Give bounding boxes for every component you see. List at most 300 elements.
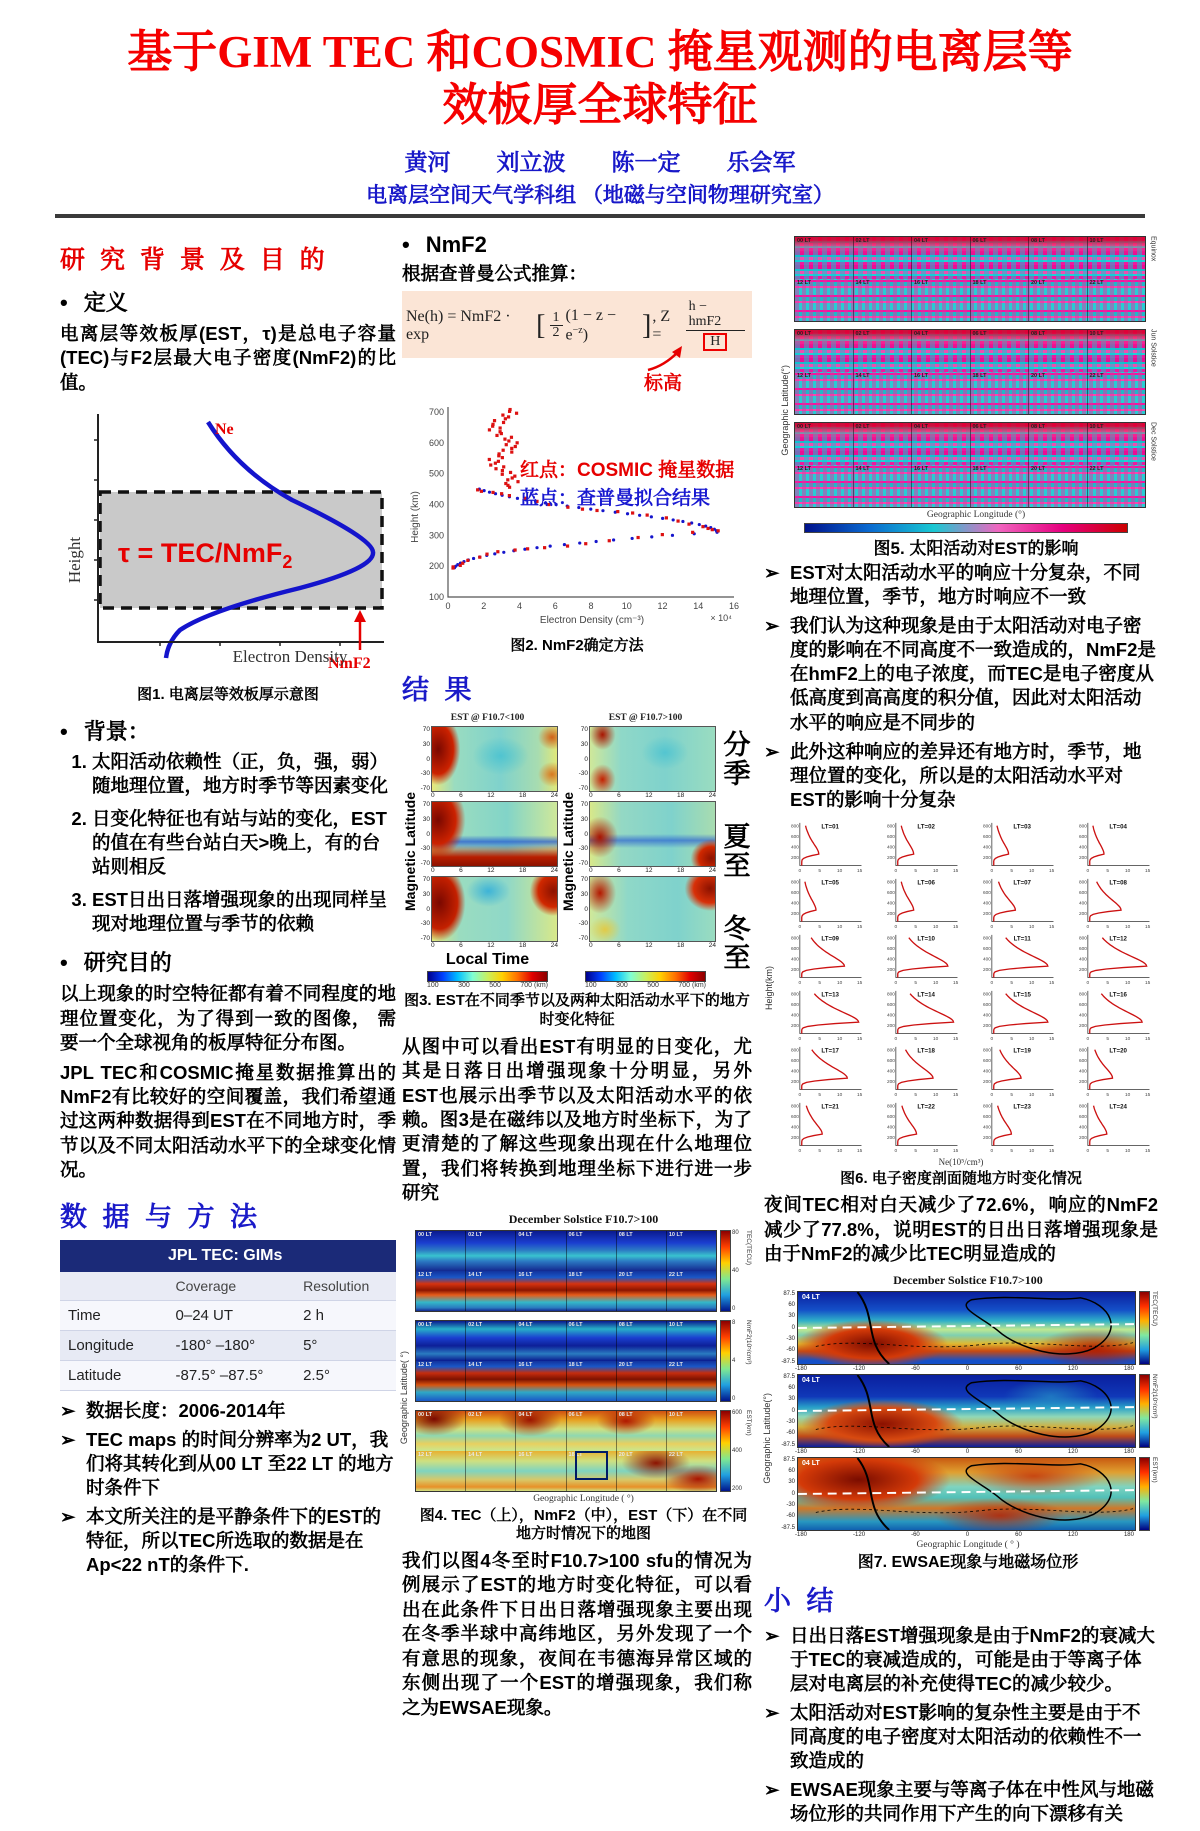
map-panel [911, 423, 970, 465]
svg-text:5: 5 [914, 1036, 918, 1042]
svg-text:5: 5 [818, 1036, 822, 1042]
ne-profile-panel [971, 932, 1062, 987]
map-panel [515, 1231, 565, 1271]
table-row [60, 1300, 396, 1330]
tick-label: 18 [518, 867, 527, 875]
table-row [60, 1330, 396, 1360]
poster-header [0, 26, 1200, 209]
ne-profile-panel [1067, 876, 1158, 931]
panel-lt-label: 22 LT [668, 1451, 683, 1458]
svg-text:10: 10 [621, 601, 632, 612]
svg-text:800: 800 [1078, 824, 1087, 830]
fig3-right-title: EST @ F10.7>100 [608, 713, 683, 724]
discussion-item: ➢ 我们认为这种现象是由于太阳活动对电子密度的影响在不同高度不一致造成的，NmF2是在hmF2上的电子浓度，而TEC是电子密度从低高度到高高度的积分值，因此对太阳活动水平的响应是不同步的 [764, 614, 1158, 734]
map-panel [515, 1271, 565, 1311]
tick-label: 0 [589, 867, 593, 875]
panel-lt-label: 00 LT [797, 331, 811, 337]
svg-text:5: 5 [1106, 868, 1110, 874]
svg-text:800: 800 [790, 1104, 799, 1110]
panel-lt-label: 06 LT [568, 1231, 583, 1238]
panel-lt-label: 08 LT [618, 1321, 633, 1328]
table-cell: -180° –180° [168, 1330, 296, 1360]
section-summary-title: 小 结 [764, 1585, 838, 1616]
heatmap-equinox-high [589, 726, 716, 792]
svg-text:10: 10 [1029, 1148, 1035, 1154]
map-panel [465, 1451, 515, 1491]
map-panel [515, 1321, 565, 1361]
panel-lt-label: 08 LT [618, 1231, 633, 1238]
panel-lt-label: 12 LT [418, 1271, 432, 1278]
tick-label: 70 [422, 876, 430, 884]
map-panel [853, 423, 912, 465]
map-panel [853, 372, 912, 414]
svg-text:800: 800 [886, 880, 895, 886]
tick-label: 0 [431, 867, 435, 875]
tick-label: -30 [420, 920, 430, 928]
affiliation: 电离层空间天气学科组 （地磁与空间物理研究室） [366, 184, 834, 208]
tick-label: 200 [732, 1485, 743, 1492]
tick-label: 30 [788, 1396, 795, 1403]
svg-text:10: 10 [933, 1036, 939, 1042]
fig7-est-map [797, 1457, 1136, 1531]
svg-text:0: 0 [894, 980, 898, 986]
svg-text:400: 400 [1078, 845, 1087, 851]
svg-text:400: 400 [886, 1069, 895, 1075]
svg-text:14: 14 [693, 601, 704, 612]
fig7-nmf2-panel [778, 1374, 1158, 1448]
svg-text:200: 200 [886, 967, 895, 973]
svg-text:5: 5 [914, 980, 918, 986]
svg-text:0: 0 [990, 868, 994, 874]
tick-label: 0 [732, 1395, 736, 1402]
map-panel [911, 465, 970, 507]
map-panel [911, 279, 970, 321]
panel-lt-label: 18 LT [972, 373, 987, 379]
tick-label: 120 [1067, 1448, 1078, 1455]
svg-text:400: 400 [1078, 1069, 1087, 1075]
figure-6 [764, 820, 1158, 1189]
ne-profile-panel [875, 820, 966, 875]
magnetic-field-contours [798, 1292, 1135, 1364]
svg-text:12: 12 [657, 601, 668, 612]
fig7-colorbar-tec [1139, 1291, 1150, 1365]
tick-label: 0 [732, 1305, 736, 1312]
tick-label: 0 [426, 830, 430, 838]
definition-text: 电离层等效板厚(EST，τ)是总电子容量(TEC)与F2层最大电子密度(NmF2)的比值。 [60, 323, 396, 393]
map-panel [416, 1321, 465, 1361]
svg-text:200: 200 [790, 1135, 799, 1141]
data-notes-list [60, 1399, 396, 1577]
tick-label: 100 [585, 982, 597, 990]
tick-label: 60 [1015, 1448, 1022, 1455]
svg-text:10: 10 [1029, 868, 1035, 874]
tick-label: -60 [786, 1430, 795, 1437]
svg-text:0: 0 [1086, 1036, 1090, 1042]
svg-text:200: 200 [886, 911, 895, 917]
svg-text:800: 800 [982, 936, 991, 942]
map-panel [616, 1451, 666, 1491]
svg-text:15: 15 [952, 980, 959, 986]
svg-text:15: 15 [1048, 1036, 1055, 1042]
scale-height-box: H [703, 333, 727, 352]
panel-lt-label: 20 LT [618, 1361, 633, 1368]
panel-lt-label: 12 LT [797, 373, 811, 379]
svg-text:200: 200 [1078, 1023, 1087, 1029]
svg-text:LT=20: LT=20 [1109, 1047, 1127, 1055]
svg-text:400: 400 [1078, 957, 1087, 963]
svg-text:0: 0 [990, 1092, 994, 1098]
map-panel [616, 1361, 666, 1401]
tick-label: -30 [578, 770, 588, 778]
svg-text:15: 15 [856, 868, 863, 874]
fig4-discussion: 我们以图4冬至时F10.7>100 sfu的情况为例展示了EST的地方时变化特征，可以看出在此条件下日出日落增强现象主要出现在冬季半球中高纬地区，另外发现了一个有意思的现象，夜间在韦德海异常区域的东侧出现了一个EST的增强现象，我们称之为EWSAE现象。 [402, 1550, 752, 1718]
tick-label: -60 [786, 1513, 795, 1520]
svg-text:10: 10 [1125, 1036, 1131, 1042]
map-panel [970, 465, 1029, 507]
tick-label: 40 [732, 1267, 739, 1274]
purpose-paragraph-1: 以上现象的时空特征都有着不同程度的地理位置变化，为了得到一致的图像， 需要一个全球视角的板厚特征分布图。 [60, 983, 396, 1054]
svg-text:15: 15 [952, 1148, 959, 1154]
ne-profile-panel [779, 820, 870, 875]
svg-text:800: 800 [982, 1048, 991, 1054]
svg-text:LT=05: LT=05 [821, 879, 839, 887]
fig2-xticks [445, 601, 739, 611]
season-label: 冬至 [719, 914, 750, 973]
svg-text:8: 8 [588, 601, 594, 612]
figure-1 [60, 400, 396, 705]
tick-label: 30 [788, 1479, 795, 1486]
svg-text:5: 5 [914, 1148, 918, 1154]
svg-text:400: 400 [886, 845, 895, 851]
tick-label: 30 [422, 890, 430, 898]
heatmap-june-low [431, 801, 558, 867]
svg-text:LT=19: LT=19 [1013, 1047, 1031, 1055]
map-panel [666, 1271, 716, 1311]
magnetic-field-contours [798, 1458, 1135, 1530]
svg-text:15: 15 [1144, 1092, 1151, 1098]
svg-text:4: 4 [516, 601, 523, 612]
svg-text:400: 400 [790, 1069, 799, 1075]
panel-lt-label: 02 LT [468, 1411, 483, 1418]
fig4-cbar-label-est: EST(km) [745, 1409, 752, 1436]
svg-text:LT=09: LT=09 [821, 935, 839, 943]
panel-lt-label: 12 LT [418, 1451, 432, 1458]
svg-text:10: 10 [837, 924, 843, 930]
tick-label: 0 [589, 942, 593, 950]
map-panel [911, 237, 970, 279]
svg-text:15: 15 [856, 980, 863, 986]
svg-text:800: 800 [886, 1104, 895, 1110]
panel-lt-label: 14 LT [855, 466, 870, 472]
svg-text:0: 0 [798, 1148, 802, 1154]
svg-text:800: 800 [1078, 1048, 1087, 1054]
svg-text:800: 800 [1078, 1104, 1087, 1110]
season-label: 分季 [719, 730, 750, 789]
panel-lt-label: 00 LT [418, 1321, 432, 1328]
tick-label: -60 [911, 1531, 920, 1538]
svg-text:400: 400 [1078, 1013, 1087, 1019]
svg-text:500: 500 [428, 469, 444, 480]
svg-text:600: 600 [1078, 946, 1087, 952]
svg-text:15: 15 [1048, 1092, 1055, 1098]
svg-text:5: 5 [1106, 924, 1110, 930]
svg-text:600: 600 [1078, 834, 1087, 840]
panel-lt-label: 08 LT [1031, 424, 1045, 430]
svg-text:600: 600 [1078, 1114, 1087, 1120]
svg-text:10: 10 [837, 1036, 843, 1042]
svg-text:800: 800 [886, 1048, 895, 1054]
svg-text:400: 400 [886, 1125, 895, 1131]
svg-text:600: 600 [790, 1002, 799, 1008]
background-list [60, 750, 396, 936]
svg-text:600: 600 [982, 1114, 991, 1120]
fig5-group-label-december: Dec Solstice [1149, 422, 1157, 461]
panel-lt-label: 16 LT [518, 1361, 533, 1368]
panel-lt-label: 18 LT [972, 280, 987, 286]
ne-profile-panel [875, 1044, 966, 1099]
svg-text:10: 10 [837, 980, 843, 986]
map-panel [416, 1271, 465, 1311]
ne-profile-panel [1067, 932, 1158, 987]
panel-lt-label: 04 LT [914, 238, 928, 244]
map-panel [1087, 465, 1146, 507]
tick-label: -60 [786, 1347, 795, 1354]
table-row [60, 1360, 396, 1390]
panel-lt-label: 00 LT [418, 1411, 432, 1418]
map-panel [853, 465, 912, 507]
svg-text:LT=07: LT=07 [1013, 879, 1031, 887]
ne-profile-panel [875, 876, 966, 931]
tick-label: 87.5 [783, 1456, 795, 1463]
map-panel [465, 1361, 515, 1401]
magnetic-field-contours [798, 1375, 1135, 1447]
svg-text:600: 600 [1078, 1058, 1087, 1064]
svg-text:400: 400 [1078, 1125, 1087, 1131]
fig7-caption: 图7. EWSAE现象与地磁场位形 [857, 1553, 1079, 1571]
svg-text:15: 15 [856, 1092, 863, 1098]
map-panel [465, 1411, 515, 1451]
fig5-colorbar [804, 523, 1128, 533]
svg-text:200: 200 [1078, 1135, 1087, 1141]
panel-lt-label: 22 LT [668, 1361, 683, 1368]
purpose-paragraph-2: JPL TEC和COSMIC掩星数据推算出的NmF2有比较好的空间覆盖，我们希望通过这两种数据得到EST在不同地方时，季节以及不同太阳活动水平下的全球变化情况。 [60, 1061, 396, 1181]
right-column [764, 230, 1158, 1831]
svg-text:200: 200 [982, 911, 991, 917]
svg-text:800: 800 [982, 824, 991, 830]
fig4-est-group [415, 1410, 752, 1492]
svg-text:200: 200 [790, 911, 799, 917]
svg-text:600: 600 [886, 834, 895, 840]
svg-text:400: 400 [790, 1125, 799, 1131]
tick-label: 80 [732, 1229, 739, 1236]
tick-label: 70 [422, 726, 430, 734]
tick-label: 24 [708, 942, 716, 950]
map-panel [970, 423, 1029, 465]
ne-profile-panel [971, 1100, 1062, 1155]
svg-text:LT=15: LT=15 [1013, 991, 1031, 999]
svg-text:200: 200 [886, 1023, 895, 1029]
svg-text:400: 400 [982, 1013, 991, 1019]
tick-label: -70 [578, 785, 588, 793]
svg-text:5: 5 [1010, 1148, 1014, 1154]
panel-lt-label: 20 LT [1031, 280, 1045, 286]
nmf2-label: NmF2 [328, 655, 371, 673]
svg-text:400: 400 [428, 499, 444, 510]
tick-label: 12 [645, 942, 653, 950]
figure-2 [402, 397, 752, 656]
figure-4 [399, 1211, 752, 1545]
panel-lt-label: 08 LT [1031, 331, 1045, 337]
table-cell: Latitude [60, 1360, 168, 1390]
nmf2-arrowhead [354, 610, 366, 622]
svg-text:200: 200 [1078, 911, 1087, 917]
tick-label: 180 [1123, 1448, 1134, 1455]
ewsae-highlight-box [575, 1451, 608, 1481]
column-header: Resolution [295, 1272, 396, 1301]
svg-text:600: 600 [886, 1114, 895, 1120]
fig6-caption: 图6. 电子密度剖面随地方时变化情况 [840, 1169, 1082, 1187]
map-panel [666, 1411, 716, 1451]
discussion-item: ➢ EST对太阳活动水平的响应十分复杂，不同地理位置，季节，地方时响应不一致 [764, 561, 1158, 609]
fig2-yticks [429, 407, 444, 602]
map-panel [666, 1321, 716, 1361]
fig3-xlabel: Local Time [445, 951, 530, 969]
fig5-equinox-group [794, 236, 1158, 322]
svg-text:10: 10 [1029, 980, 1035, 986]
ne-profile-panel [779, 1100, 870, 1155]
svg-text:5: 5 [1010, 868, 1014, 874]
heatmap-june-high [589, 801, 716, 867]
fig3-caption: 图3. EST在不同季节以及两种太阳活动水平下的地方时变化特征 [404, 992, 750, 1028]
panel-lt-label: 14 LT [468, 1271, 483, 1278]
svg-text:600: 600 [982, 834, 991, 840]
panel-lt-label: 02 LT [468, 1231, 483, 1238]
table-title: JPL TEC: GIMs [60, 1240, 396, 1272]
svg-text:800: 800 [790, 992, 799, 998]
svg-text:800: 800 [886, 824, 895, 830]
panel-lt-label: 14 LT [468, 1451, 483, 1458]
fig2-xlabel: Electron Density (cm⁻³) [539, 615, 645, 627]
fig7-tec-panel [778, 1291, 1158, 1365]
svg-text:LT=18: LT=18 [917, 1047, 935, 1055]
svg-text:15: 15 [1048, 924, 1055, 930]
fig5-xlabel: Geographic Longitude (°) [926, 510, 1026, 520]
map-panel [666, 1451, 716, 1491]
tick-label: -30 [420, 845, 430, 853]
tick-label: 0 [426, 905, 430, 913]
tick-label: 0 [791, 1324, 795, 1331]
svg-text:200: 200 [886, 1135, 895, 1141]
fig2-caption: 图2. NmF2确定方法 [510, 637, 644, 655]
map-panel [795, 279, 853, 321]
tick-label: -30 [786, 1419, 795, 1425]
panel-lt-label: 18 LT [568, 1451, 583, 1458]
svg-text:700: 700 [428, 407, 444, 418]
fig6-ylabel: Height(km) [764, 965, 774, 1010]
tick-label: -87.5 [781, 1441, 795, 1448]
map-panel [416, 1411, 465, 1451]
fig4-colorbar-est [720, 1410, 731, 1492]
svg-text:15: 15 [856, 1148, 863, 1154]
tick-label: -180 [795, 1448, 808, 1455]
svg-text:10: 10 [1029, 1092, 1035, 1098]
svg-text:200: 200 [790, 855, 799, 861]
svg-text:2: 2 [481, 601, 487, 612]
ne-profile-panel [971, 1044, 1062, 1099]
map-panel [616, 1411, 666, 1451]
title-line1: 基于GIM TEC 和COSMIC 掩星观测的电离层等 [127, 27, 1073, 77]
svg-text:800: 800 [790, 936, 799, 942]
tick-label: 24 [550, 942, 558, 950]
map-panel [616, 1321, 666, 1361]
svg-text:10: 10 [933, 924, 939, 930]
map-panel [566, 1321, 616, 1361]
tick-label: -70 [420, 935, 430, 943]
tick-label: -70 [420, 860, 430, 868]
svg-text:600: 600 [886, 946, 895, 952]
map-panel [970, 237, 1029, 279]
tick-label: 60 [788, 1385, 795, 1392]
svg-text:15: 15 [952, 1092, 959, 1098]
svg-text:15: 15 [1048, 1148, 1055, 1154]
data-note-item: ➢ 数据长度：2006-2014年 [60, 1399, 396, 1423]
tick-label: 6 [617, 867, 621, 875]
tick-label: 87.5 [783, 1373, 795, 1380]
map-panel [795, 465, 853, 507]
svg-text:0: 0 [894, 1092, 898, 1098]
svg-text:LT=16: LT=16 [1109, 991, 1127, 999]
tick-label: 60 [1015, 1531, 1022, 1538]
svg-text:200: 200 [982, 1023, 991, 1029]
tick-label: 12 [487, 792, 495, 800]
svg-text:LT=01: LT=01 [821, 823, 839, 831]
svg-text:800: 800 [790, 1048, 799, 1054]
map-panel [853, 237, 912, 279]
map-panel [515, 1361, 565, 1401]
svg-text:600: 600 [428, 438, 444, 449]
panel-lt-label: 08 LT [1031, 238, 1045, 244]
fig4-title: December Solstice F10.7>100 [508, 1211, 659, 1226]
panel-lt-label: 06 LT [972, 424, 987, 430]
panel-lt-label: 06 LT [972, 331, 987, 337]
map-panel [1087, 279, 1146, 321]
tick-label: 4 [732, 1357, 736, 1364]
tick-label: 180 [1123, 1531, 1134, 1538]
tick-label: 300 [458, 982, 470, 990]
svg-text:5: 5 [818, 1148, 822, 1154]
tick-label: -70 [578, 860, 588, 868]
svg-text:5: 5 [1010, 980, 1014, 986]
svg-text:600: 600 [982, 890, 991, 896]
svg-text:600: 600 [790, 1058, 799, 1064]
fig7-panel-lt-label: 04 LT [802, 1459, 820, 1467]
svg-text:0: 0 [798, 1092, 802, 1098]
fig3-colorbar-right [585, 971, 706, 982]
fig7-colorbar-est [1139, 1457, 1150, 1531]
svg-text:LT=10: LT=10 [917, 935, 935, 943]
panel-lt-label: 14 LT [468, 1361, 483, 1368]
header-divider [55, 214, 1145, 218]
panel-lt-label: 00 LT [797, 238, 811, 244]
panel-lt-label: 16 LT [914, 373, 928, 379]
svg-text:LT=17: LT=17 [821, 1047, 839, 1055]
summary-list [764, 1624, 1158, 1826]
panel-lt-label: 12 LT [418, 1361, 432, 1368]
map-panel [1087, 372, 1146, 414]
svg-text:200: 200 [982, 855, 991, 861]
panel-lt-label: 10 LT [1089, 331, 1104, 337]
panel-lt-label: 04 LT [518, 1231, 533, 1238]
